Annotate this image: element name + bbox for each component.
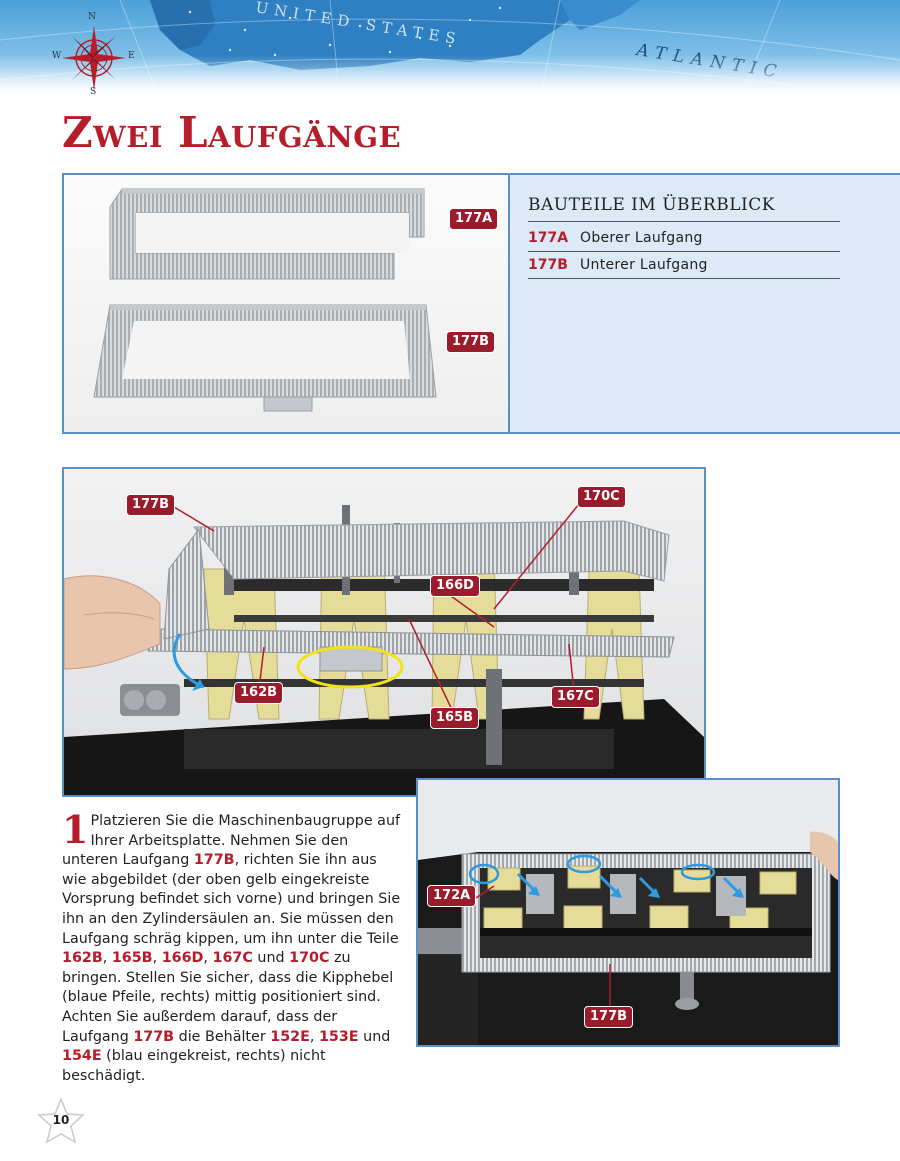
step-text-segment: , <box>203 950 213 967</box>
step-text-segment: (blau eingekreist, rechts) nicht beschädigt. <box>62 1048 326 1084</box>
part-reference: 167C <box>212 950 253 967</box>
map-header <box>0 0 900 100</box>
label-177b: 177B <box>126 494 175 516</box>
label-172a: 172A <box>427 885 476 907</box>
compass-rose <box>50 12 138 100</box>
part-reference: 177B <box>193 852 235 869</box>
part-name: Oberer Laufgang <box>580 230 703 246</box>
parts-row <box>528 225 840 252</box>
page-title: Zwei Laufgänge <box>62 108 402 157</box>
part-reference: 162B <box>62 950 103 967</box>
label-177b: 177B <box>584 1006 633 1028</box>
assembly-photo-2 <box>416 778 840 1047</box>
step-text-segment: und <box>252 950 290 967</box>
label-177b: 177B <box>446 331 495 353</box>
step-number: 1 <box>62 807 89 852</box>
part-name: Unterer Laufgang <box>580 257 708 273</box>
step-text-segment: die Behälter <box>174 1028 271 1045</box>
step-body-text <box>62 807 401 1084</box>
part-reference: 177B <box>133 1028 175 1045</box>
step-text-segment: und <box>358 1028 391 1045</box>
compass-s: S <box>90 87 97 97</box>
part-reference: 170C <box>289 950 330 967</box>
step-text-segment: zu bringen. Stellen Sie sicher, dass die Kipphebel (blaue Pfeile, rechts) mittig positioniert sind. Achten Sie außerdem darauf, dass der Laufgang <box>62 950 394 1045</box>
part-reference: 153E <box>318 1028 359 1045</box>
part-code: 177A <box>528 230 569 246</box>
parts-photo <box>64 175 510 432</box>
step-text-segment: , <box>309 1028 319 1045</box>
part-reference: 154E <box>62 1048 102 1065</box>
label-162b: 162B <box>234 682 283 704</box>
part-reference: 166D <box>161 950 204 967</box>
label-170c: 170C <box>577 486 626 508</box>
part-reference: 165B <box>111 950 153 967</box>
part-177b-walkway <box>94 305 436 411</box>
compass-e: E <box>128 51 135 61</box>
step-text-segment: , <box>152 950 162 967</box>
part-177a-walkway <box>110 189 424 279</box>
compass-n: N <box>88 12 96 22</box>
page-number: 10 <box>52 1113 70 1127</box>
assembly-illustration-1 <box>64 469 704 795</box>
part-reference: 152E <box>270 1028 310 1045</box>
parts-overview-box <box>62 173 900 434</box>
label-167c: 167C <box>551 686 600 708</box>
assembly-photo-1 <box>62 467 706 797</box>
step-text-segment: Platzieren Sie die Maschinenbaugruppe auf Ihrer Arbeitsplatte. Nehmen Sie den unteren Laufgang <box>62 813 401 869</box>
compass-w: W <box>52 51 62 61</box>
step-text-segment: , <box>102 950 112 967</box>
parts-row <box>528 252 840 279</box>
label-165b: 165B <box>430 707 479 729</box>
label-177a: 177A <box>449 208 498 230</box>
parts-heading: BAUTEILE IM ÜBERBLICK <box>528 195 840 222</box>
walkway-parts-illustration <box>64 175 510 432</box>
label-166d: 166D <box>430 575 480 597</box>
part-code: 177B <box>528 257 568 273</box>
step-text-segment: , richten Sie ihn aus wie abgebildet (der oben gelb eingekreiste Vorsprung befindet sich vorne) und bringen Sie ihn an den Zylindersäulen an. Sie müssen den Laufgang schräg kippen, um ihn unter die Teile <box>62 852 401 947</box>
step-1-instructions <box>62 807 402 1086</box>
